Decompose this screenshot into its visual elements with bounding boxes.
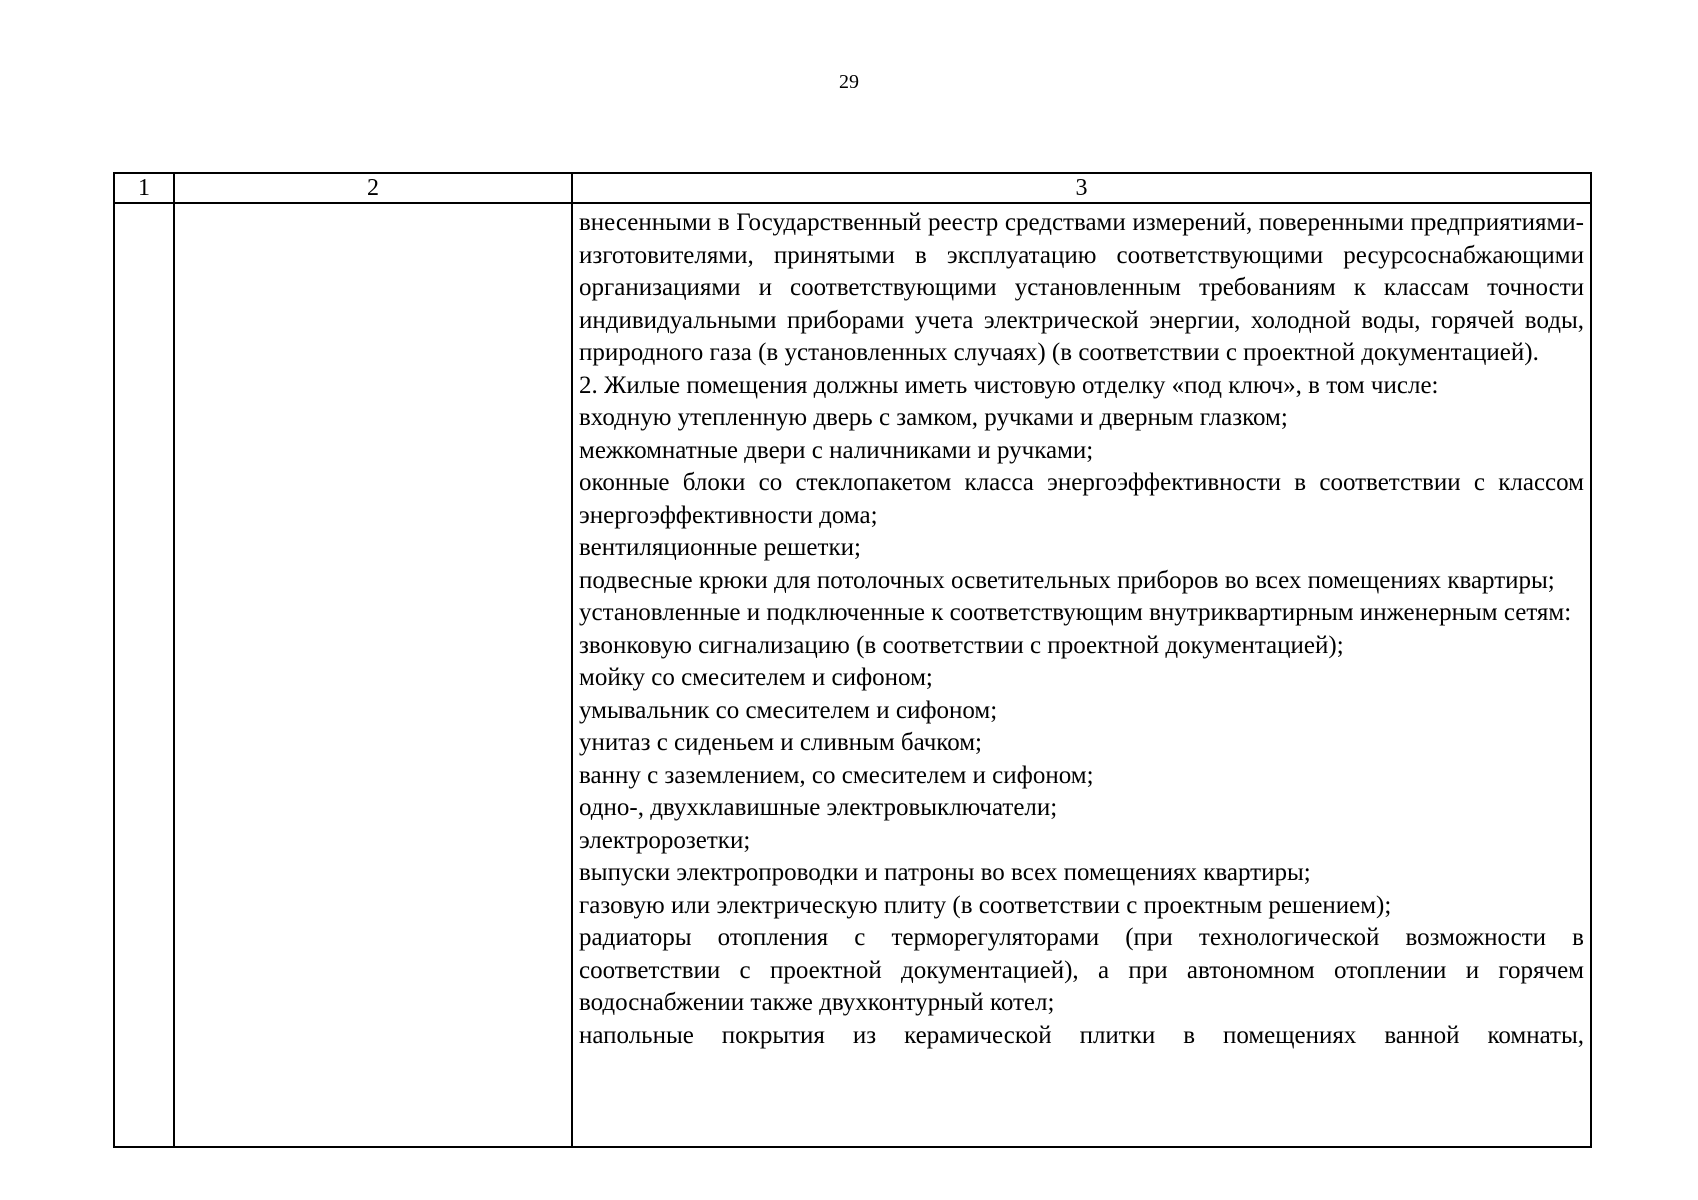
cell-column-1 [114,203,174,1147]
cell-column-2 [174,203,572,1147]
column-header-3: 3 [572,173,1591,203]
paragraph: мойку со смесителем и сифоном; [579,664,933,691]
paragraph: унитаз с сиденьем и сливным бачком; [579,729,982,756]
column-header-2: 2 [174,173,572,203]
column-header-1: 1 [114,173,174,203]
paragraph: выпуски электропроводки и патроны во всех помещениях квартиры; [579,859,1311,886]
paragraph: подвесные крюки для потолочных осветительных приборов во всех помещениях квартиры; [579,566,1555,594]
paragraph: умывальник со смесителем и сифоном; [579,696,998,724]
table-row [114,203,1591,1147]
requirements-text [573,204,1590,1052]
paragraph: оконные блоки со стеклопакетом класса энергоэффективности в соответствии с классом энергоэффективности дома; [579,469,1584,529]
paragraph: ванну с заземлением, со смесителем и сифоном; [579,761,1094,789]
cell-column-3 [572,203,1591,1147]
paragraph: 2. Жилые помещения должны иметь чистовую отделку «под ключ», в том числе: [579,371,1439,399]
paragraph: внесенными в Государственный реестр средствами измерений, поверенными предприятиями-изготовителями, принятыми в эксплуатацию соответствующими ресурсоснабжающими организациями и соответствующими установленным требованиям к классам точности индивидуальными приборами учета электрической энергии, холодной воды, горячей воды, природного газа (в установленных случаях) (в соответствии с проектной документацией). [579,209,1584,366]
paragraph: вентиляционные решетки; [579,534,861,561]
paragraph: напольные покрытия из керамической плитки в помещениях ванной комнаты, [579,1021,1584,1049]
page-number: 29 [839,71,859,93]
paragraph: газовую или электрическую плиту (в соответствии с проектным решением); [579,891,1392,919]
paragraph: одно-, двухклавишные электровыключатели; [579,794,1058,821]
paragraph: установленные и подключенные к соответствующим внутриквартирным инженерным сетям: [579,599,1572,626]
paragraph: межкомнатные двери с наличниками и ручками; [579,436,1094,464]
paragraph: звонковую сигнализацию (в соответствии с проектной документацией); [579,631,1344,659]
document-table [113,172,1592,1148]
paragraph: радиаторы отопления с терморегуляторами (при технологической возможности в соответствии с проектной документацией), а при автономном отоплении и горячем водоснабжении также двухконтурный котел; [579,924,1584,1016]
paragraph: электророзетки; [579,826,751,854]
table-header-row [114,173,1591,203]
paragraph: входную утепленную дверь с замком, ручками и дверным глазком; [579,404,1288,431]
